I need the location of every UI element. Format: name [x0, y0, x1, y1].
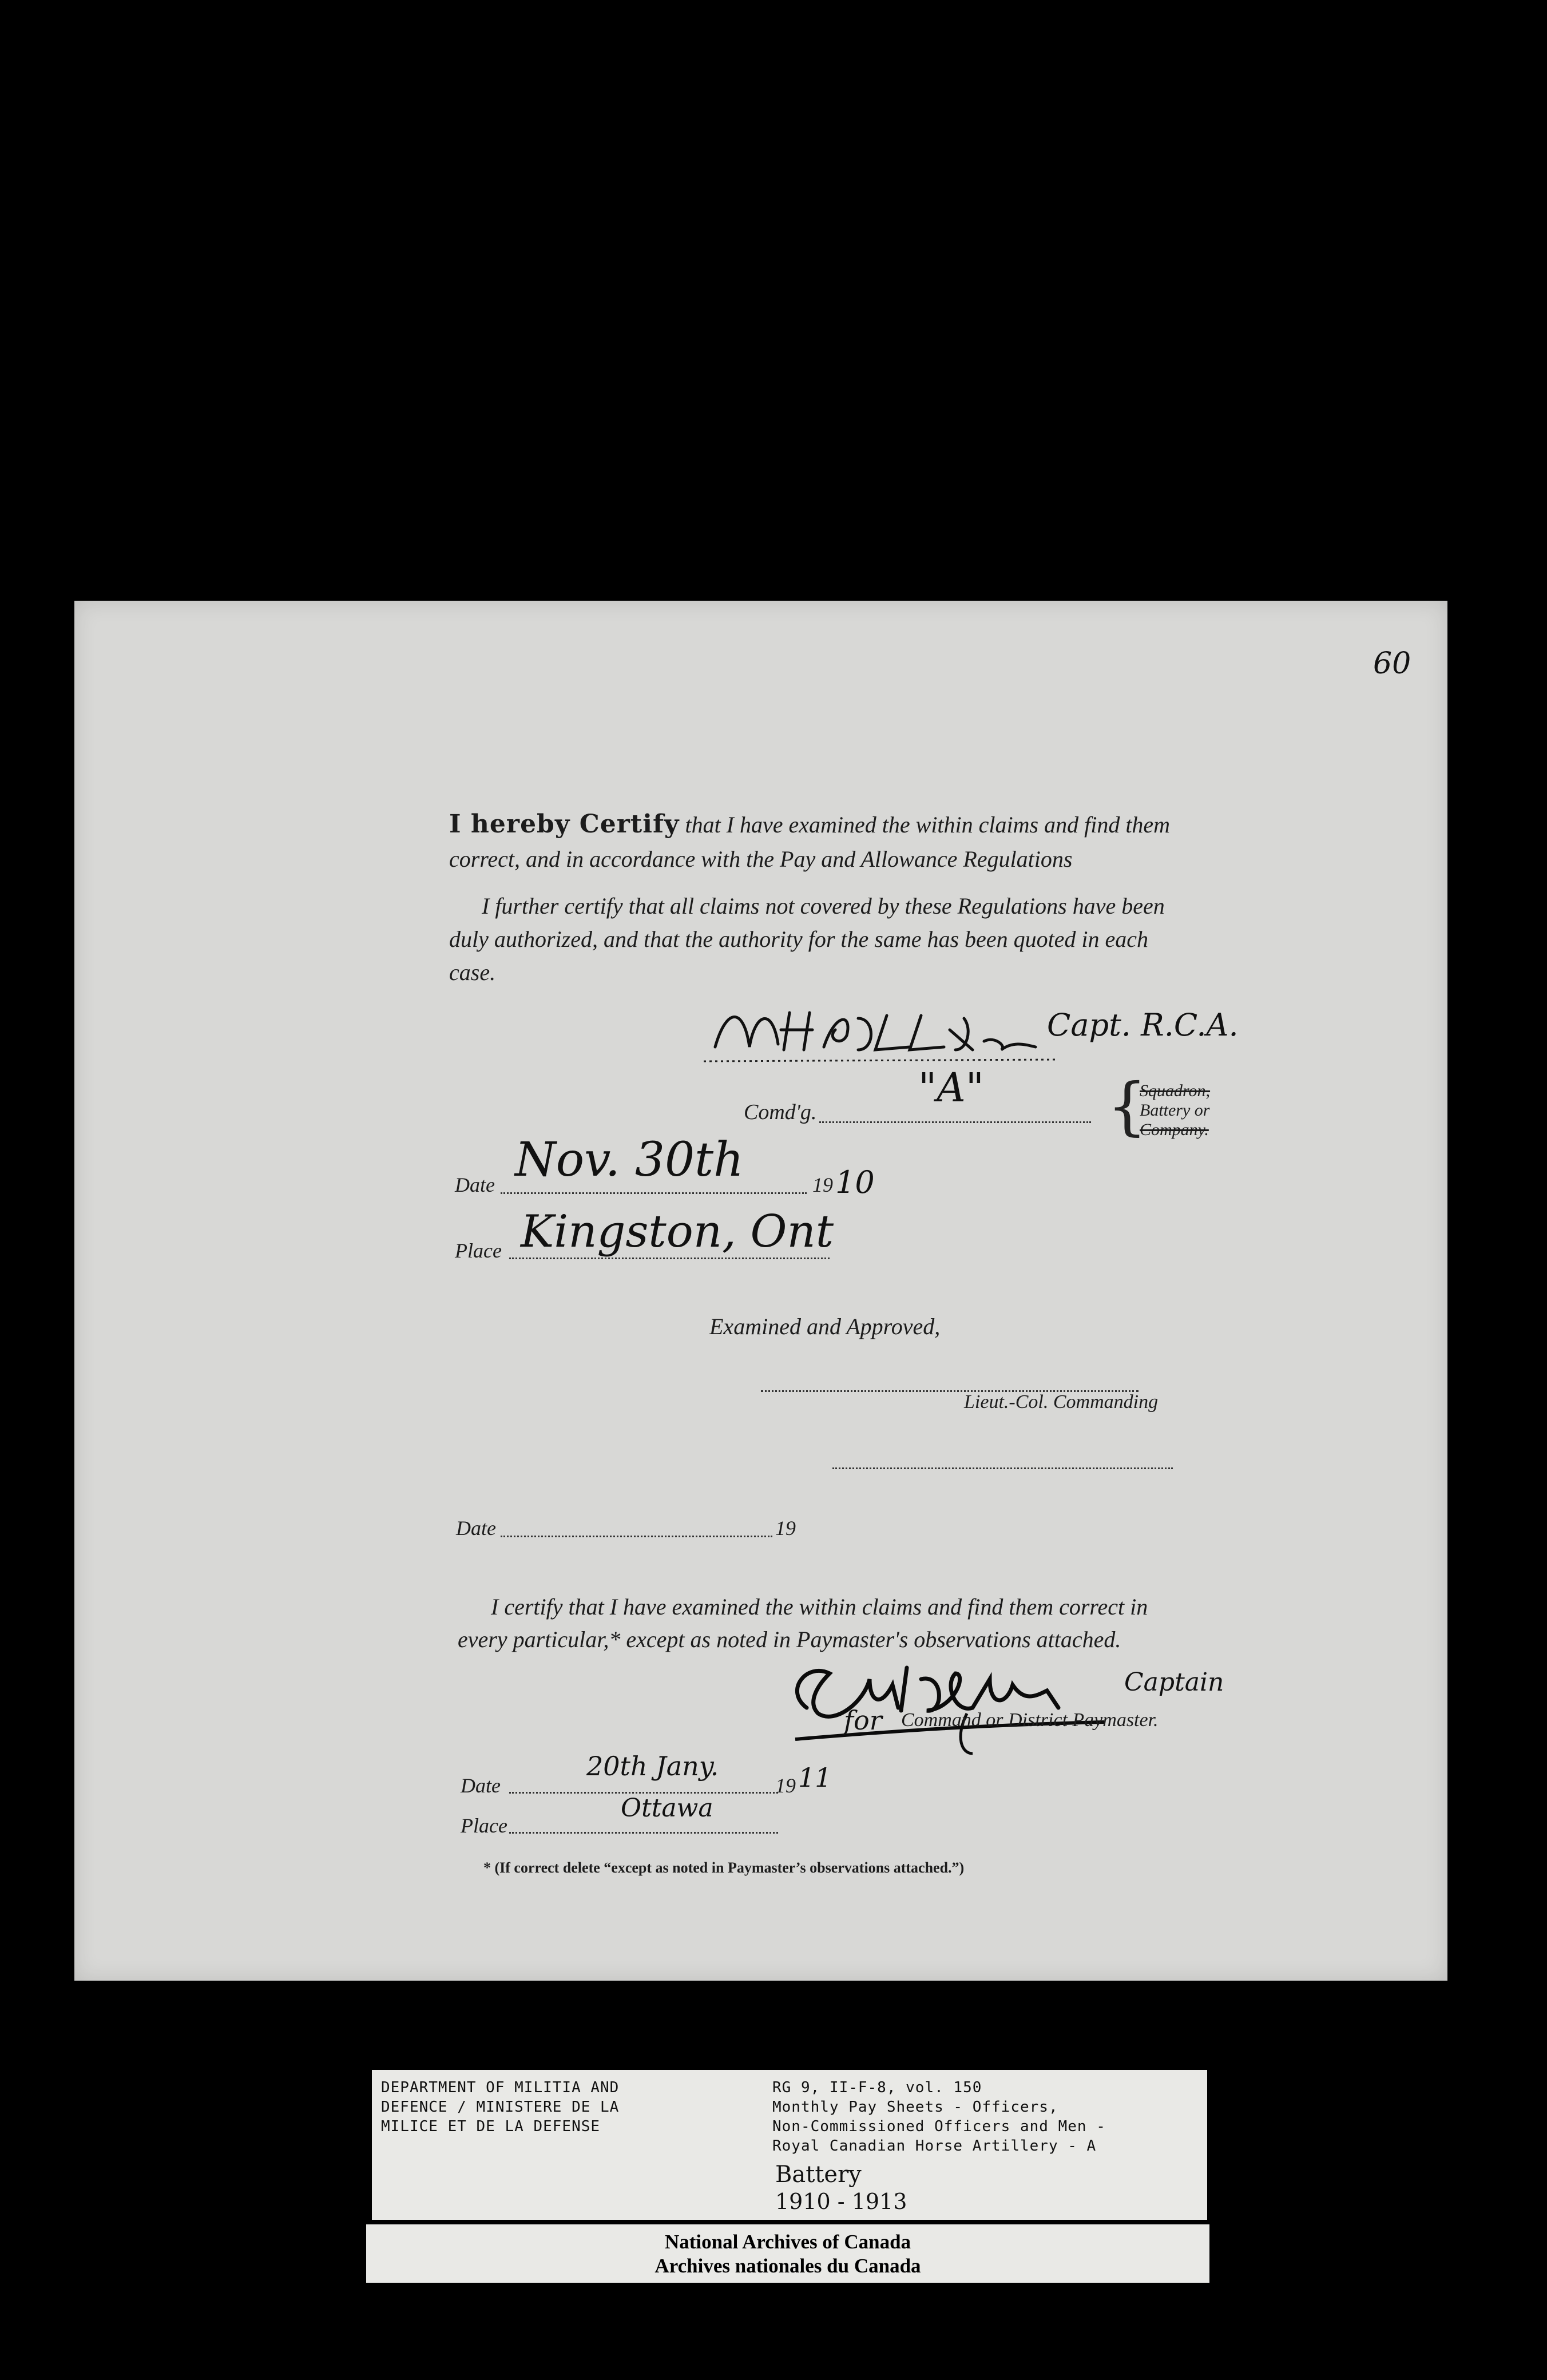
unit-brace: {: [1107, 1069, 1147, 1143]
page-number: 60: [1373, 646, 1411, 681]
certify-text-1: that I have examined the within claims and find them: [685, 812, 1171, 838]
cert-place-dotline: [509, 1258, 830, 1259]
approval-extra-dotline: [832, 1467, 1173, 1469]
dept-block: [381, 2078, 619, 2136]
further-line-2: duly authorized, and that the authority for the same has been quoted in each: [449, 926, 1149, 952]
cert-place-value: Kingston, Ont: [521, 1206, 834, 1258]
document-sheet: [74, 601, 1447, 1981]
dept-line-3: MILICE ET DE LA DEFENSE: [381, 2118, 601, 2135]
paymaster-date-value: 20th Jany.: [586, 1751, 719, 1782]
unit-option-squadron: Squadron,: [1140, 1081, 1211, 1100]
paymaster-place-value: Ottawa: [621, 1794, 713, 1823]
approval-date-dotline: [501, 1536, 772, 1537]
certify-line-2: correct, and in accordance with the Pay and Allowance Regulations: [449, 846, 1073, 872]
ref-line-3: Non-Commissioned Officers and Men -: [772, 2118, 1106, 2135]
commander-signature: [704, 995, 1070, 1070]
comdg-label: Comd'g.: [744, 1100, 817, 1124]
cert-year-value: 10: [835, 1164, 875, 1200]
approval-heading: Examined and Approved,: [709, 1314, 941, 1339]
ref-line-1: RG 9, II-F-8, vol. 150: [772, 2079, 982, 2096]
further-line-3: case.: [449, 959, 496, 985]
ref-hand-line-2: 1910 - 1913: [775, 2189, 907, 2214]
further-line-1: I further certify that all claims not covered by these Regulations have been: [482, 893, 1165, 919]
unit-option-battery: Battery or: [1140, 1101, 1210, 1120]
archive-banner: [366, 2224, 1209, 2283]
approval-date-label: Date: [456, 1517, 496, 1540]
cert-date-value: Nov. 30th: [515, 1133, 744, 1187]
dept-line-1: DEPARTMENT OF MILITIA AND: [381, 2079, 620, 2096]
banner-english: National Archives of Canada: [664, 2231, 911, 2253]
unit-option-company: Company.: [1140, 1120, 1209, 1139]
archive-reference-label: [372, 2070, 1207, 2220]
dept-line-2: DEFENCE / MINISTERE DE LA: [381, 2099, 620, 2116]
certify-heading: I hereby Certify: [449, 810, 680, 839]
comdg-value: "A": [918, 1064, 984, 1111]
certify-line-1: [449, 810, 1170, 839]
paymaster-year-prefix: 19: [775, 1774, 796, 1797]
cert-date-dotline: [501, 1192, 807, 1194]
approval-year-prefix: 19: [775, 1517, 796, 1540]
paymaster-line-1: I certify that I have examined the within claims and find them correct in: [491, 1594, 1148, 1620]
paymaster-place-dotline: [509, 1832, 778, 1834]
paymaster-footnote: * (If correct delete “except as noted in Paymaster’s observations attached.”): [483, 1859, 965, 1876]
ref-line-4: Royal Canadian Horse Artillery - A: [772, 2137, 1097, 2155]
ref-line-2: Monthly Pay Sheets - Officers,: [772, 2099, 1058, 2116]
cert-date-label: Date: [455, 1173, 495, 1196]
paymaster-year-value: 11: [798, 1762, 832, 1793]
paymaster-role: Command or District Paymaster.: [901, 1709, 1159, 1731]
paymaster-place-label: Place: [461, 1814, 507, 1837]
ref-block: [772, 2078, 1106, 2156]
commander-rank: Capt. R.C.A.: [1047, 1007, 1239, 1043]
ref-hand-line-1: Battery: [775, 2161, 862, 2188]
paymaster-signature: [784, 1639, 1127, 1765]
approval-role: Lieut.-Col. Commanding: [964, 1391, 1159, 1413]
paymaster-for: for: [844, 1705, 882, 1736]
comdg-dotline: [819, 1121, 1091, 1123]
paymaster-title: Captain: [1124, 1668, 1224, 1697]
cert-place-label: Place: [455, 1239, 502, 1262]
paymaster-line-2: every particular,* except as noted in Paymaster's observations attached.: [458, 1627, 1121, 1652]
paymaster-date-label: Date: [461, 1774, 501, 1797]
banner-french: Archives nationales du Canada: [654, 2255, 921, 2277]
cert-year-prefix: 19: [812, 1173, 833, 1196]
